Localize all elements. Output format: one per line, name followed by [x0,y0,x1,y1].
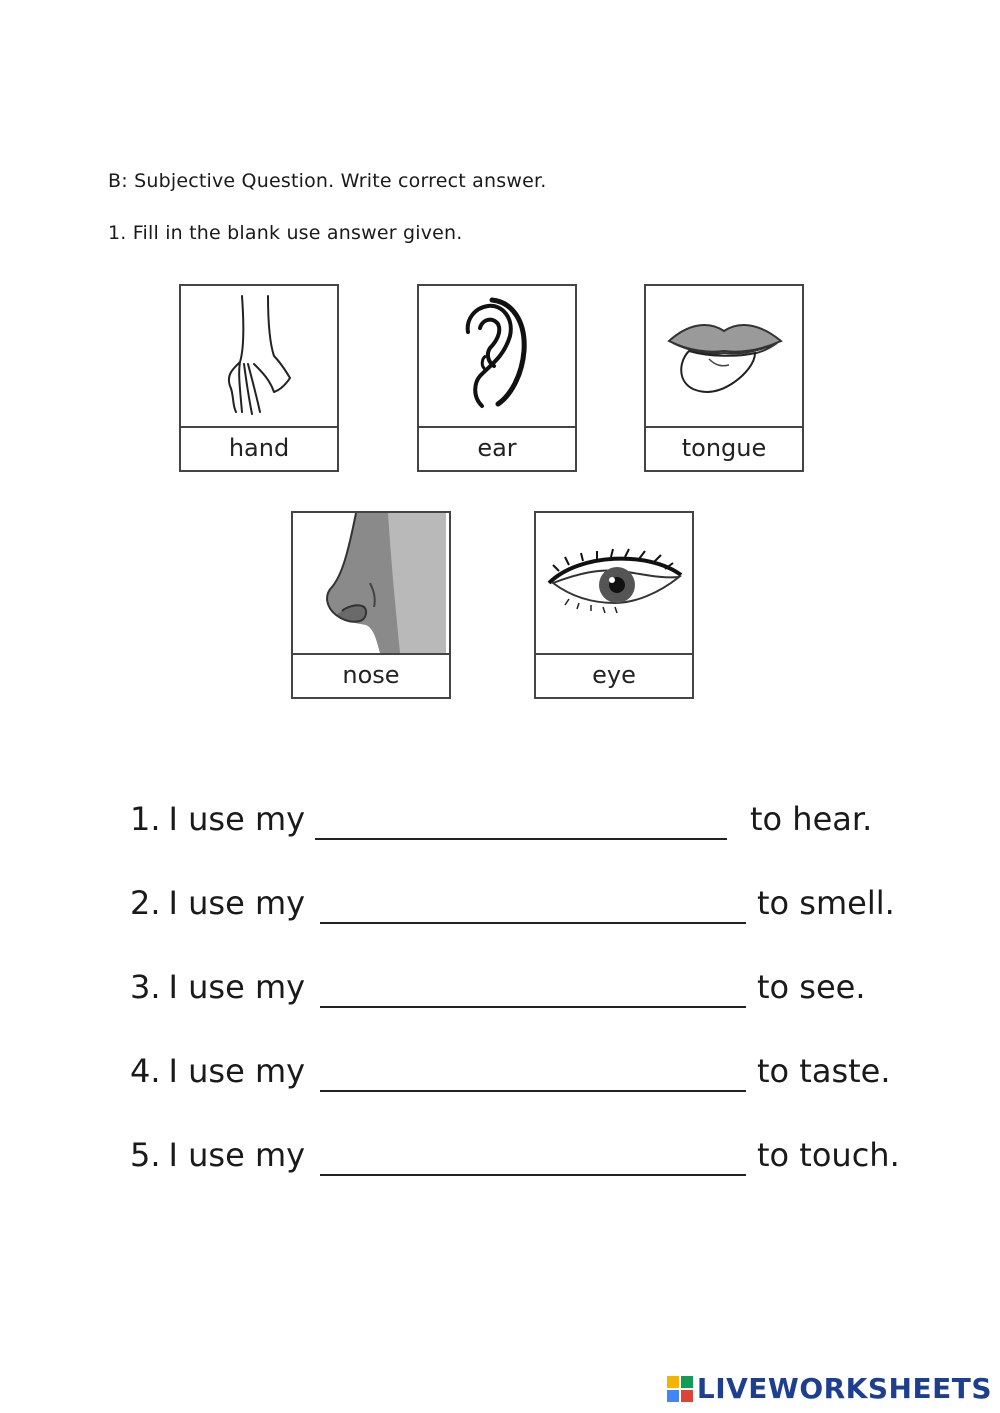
question-ending: to taste. [757,1052,891,1090]
question-number: 3. [130,968,161,1006]
picture-card-nose [291,511,451,699]
question-3 [130,968,866,1006]
hand-icon [214,294,304,419]
instruction-text: 1. Fill in the blank use answer given. [108,222,463,244]
card-label: ear [477,434,517,462]
picture-card-tongue [644,284,804,472]
question-4 [130,1052,891,1090]
answer-blank[interactable] [320,1090,746,1092]
card-label: nose [342,661,400,689]
question-stem: I use my [168,1052,306,1090]
picture-card-eye [534,511,694,699]
question-ending: to touch. [757,1136,900,1174]
question-ending: to smell. [757,884,895,922]
liveworksheets-logo-icon [667,1376,693,1402]
question-stem: I use my [168,800,306,838]
brand-name: LIVEWORKSHEETS [696,1372,992,1405]
section-heading: B: Subjective Question. Write correct answer. [108,170,547,192]
answer-blank[interactable] [320,1006,746,1008]
nose-icon [296,513,446,653]
question-number: 4. [130,1052,161,1090]
question-stem: I use my [168,968,306,1006]
question-number: 1. [130,800,161,838]
question-number: 5. [130,1136,161,1174]
question-5 [130,1136,900,1174]
picture-card-hand [179,284,339,472]
question-stem: I use my [168,884,306,922]
question-2 [130,884,895,922]
brand-logo[interactable] [667,1372,992,1405]
answer-blank[interactable] [320,922,746,924]
picture-card-ear [417,284,577,472]
question-1 [130,800,873,838]
card-label: hand [228,434,290,462]
question-number: 2. [130,884,161,922]
eye-icon [539,543,689,623]
question-stem: I use my [168,1136,306,1174]
answer-blank[interactable] [315,838,727,840]
ear-icon [452,296,542,416]
answer-blank[interactable] [320,1174,746,1176]
question-ending: to hear. [750,800,873,838]
card-label: tongue [681,434,767,462]
tongue-icon [659,301,789,411]
card-label: eye [592,661,636,689]
question-ending: to see. [757,968,866,1006]
